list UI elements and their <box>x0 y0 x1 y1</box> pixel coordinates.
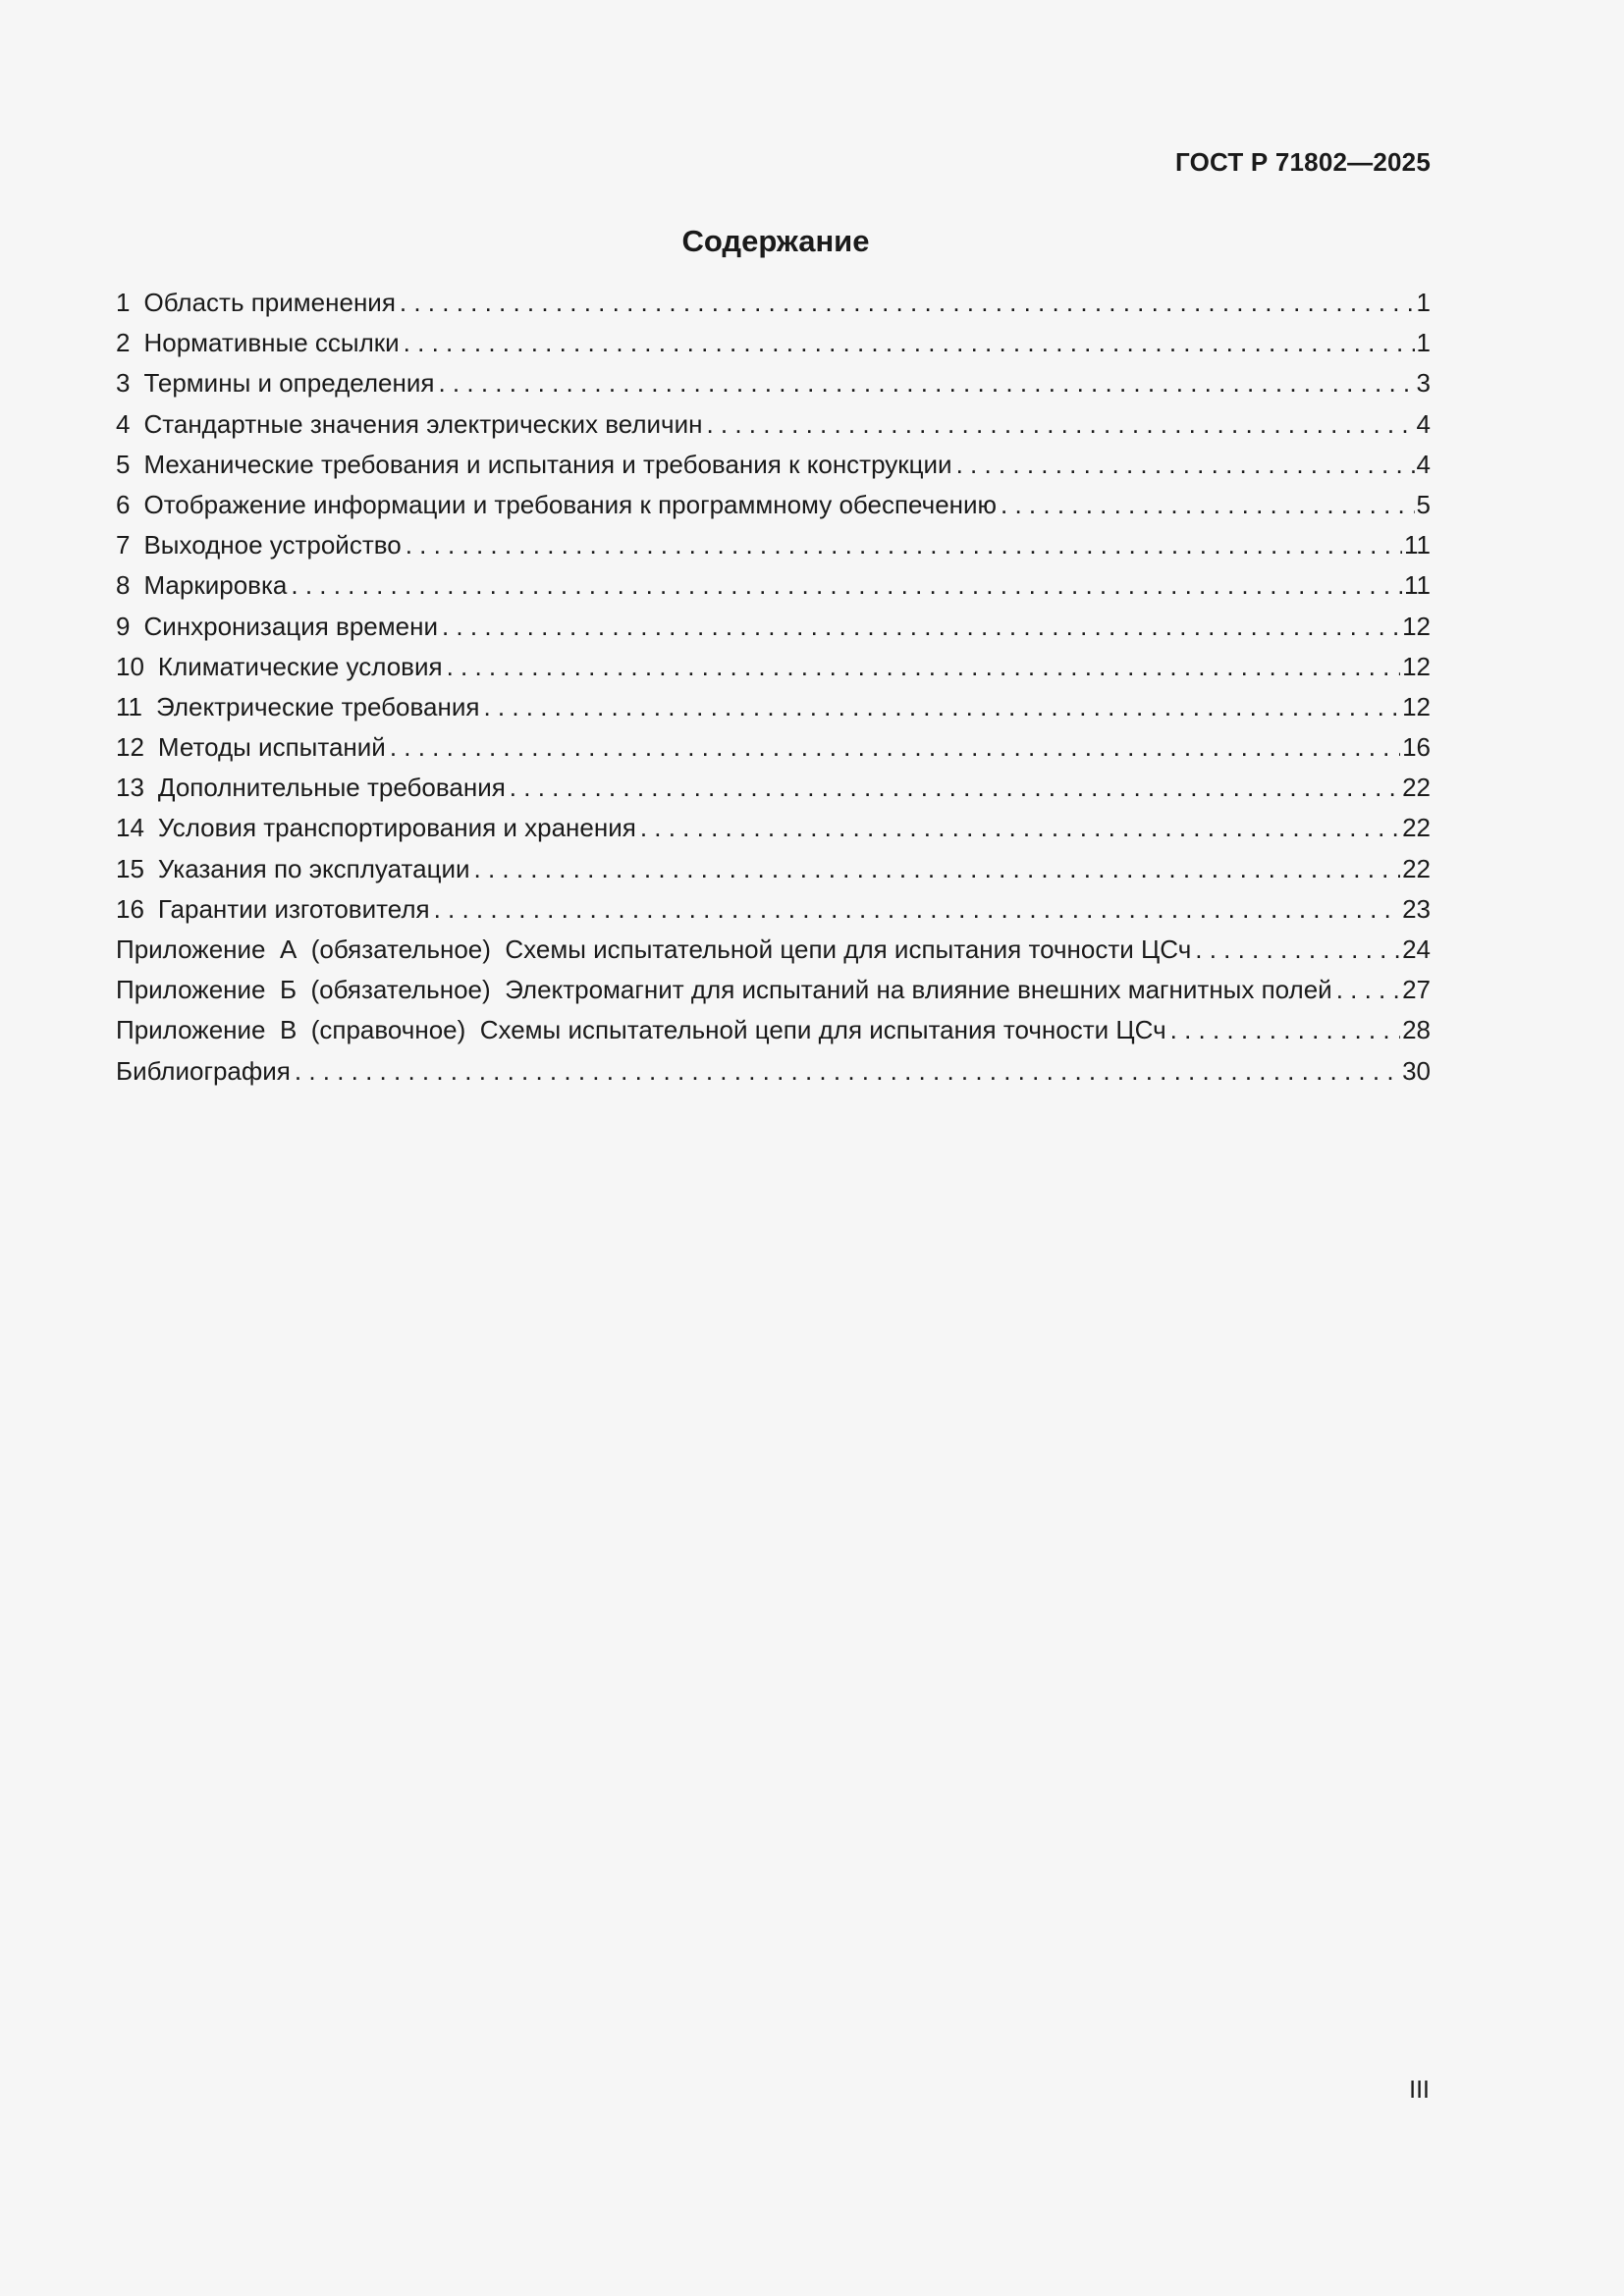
toc-entry-label: Указания по эксплуатации <box>157 853 470 883</box>
toc-entry-number: 1 <box>116 288 131 317</box>
toc-entry-page: 1 <box>1416 288 1431 317</box>
toc-entry-number: 13 <box>116 773 144 803</box>
toc-entry-page: 16 <box>1402 732 1431 763</box>
toc-entry-page: 30 <box>1402 1055 1431 1086</box>
toc-leader-dots <box>406 525 1402 565</box>
page-number: III <box>1409 2076 1430 2104</box>
toc-entry-label: Дополнительные требования <box>157 773 506 803</box>
toc-leader-dots <box>400 283 1415 323</box>
toc-entry-page: 24 <box>1402 934 1431 964</box>
toc-leader-dots <box>291 565 1402 606</box>
toc-entry-label: Электрические требования <box>156 691 480 721</box>
toc-entry-appendix[interactable] <box>116 1010 1431 1050</box>
toc-leader-dots <box>1195 930 1400 970</box>
toc-entry-number: 14 <box>116 813 144 843</box>
toc-entry-label: Отображение информации и требования к программному обеспечению <box>143 489 998 519</box>
table-of-contents <box>116 283 1431 1092</box>
toc-entry-number: 12 <box>116 732 144 763</box>
toc-title: Содержание <box>681 224 870 258</box>
toc-entry[interactable] <box>116 607 1431 647</box>
toc-entry-label: Синхронизация времени <box>143 611 438 641</box>
toc-entry-page: 11 <box>1404 570 1431 601</box>
toc-entry[interactable] <box>116 647 1431 687</box>
toc-entry-page: 28 <box>1402 1015 1431 1045</box>
toc-entry-label: Приложение А (обязательное) Схемы испытательной цепи для испытания точности ЦСч <box>116 934 1192 964</box>
toc-entry-number: 8 <box>116 570 131 601</box>
toc-entry-label: Стандартные значения электрических величин <box>143 408 703 439</box>
toc-entry-label: Библиография <box>116 1055 291 1086</box>
toc-entry-number: 9 <box>116 611 131 641</box>
toc-entry-label: Приложение В (справочное) Схемы испытательной цепи для испытания точности ЦСч <box>116 1015 1166 1045</box>
toc-entry-page: 4 <box>1416 408 1431 439</box>
toc-entry[interactable] <box>116 404 1431 445</box>
toc-entry[interactable] <box>116 323 1431 363</box>
toc-entry-appendix[interactable] <box>116 970 1431 1010</box>
toc-entry-label: Механические требования и испытания и требования к конструкции <box>143 449 952 479</box>
toc-entry-page: 12 <box>1402 691 1431 721</box>
toc-entry[interactable] <box>116 849 1431 889</box>
toc-entry-page: 23 <box>1402 893 1431 924</box>
toc-leader-dots <box>706 404 1414 445</box>
toc-entry-number: 10 <box>116 651 144 681</box>
toc-entry-page: 12 <box>1402 651 1431 681</box>
toc-entry[interactable] <box>116 727 1431 768</box>
toc-entry-label: Гарантии изготовителя <box>157 893 430 924</box>
toc-entry-label: Нормативные ссылки <box>143 328 400 358</box>
toc-entry[interactable] <box>116 525 1431 565</box>
toc-entry-bibliography[interactable] <box>116 1051 1431 1092</box>
toc-entry-number: 16 <box>116 893 144 924</box>
toc-entry-label: Термины и определения <box>143 368 435 399</box>
toc-entry-label: Выходное устройство <box>143 530 402 561</box>
toc-entry[interactable] <box>116 687 1431 727</box>
toc-leader-dots <box>1336 970 1400 1010</box>
toc-entry-label: Условия транспортирования и хранения <box>157 813 636 843</box>
toc-entry-label: Приложение Б (обязательное) Электромагнит для испытаний на влияние внешних магнитных полей <box>116 975 1332 1005</box>
toc-entry-page: 12 <box>1402 611 1431 641</box>
toc-entry[interactable] <box>116 445 1431 485</box>
toc-entry-page: 22 <box>1402 773 1431 803</box>
toc-leader-dots <box>438 363 1414 403</box>
toc-leader-dots <box>1001 485 1415 525</box>
toc-entry[interactable] <box>116 363 1431 403</box>
toc-leader-dots <box>447 647 1400 687</box>
toc-entry-page: 27 <box>1402 975 1431 1005</box>
toc-leader-dots <box>1170 1010 1400 1050</box>
toc-leader-dots <box>510 768 1400 808</box>
toc-entry-number: 7 <box>116 530 131 561</box>
toc-entry[interactable] <box>116 565 1431 606</box>
toc-leader-dots <box>483 687 1400 727</box>
toc-entry-number: 15 <box>116 853 144 883</box>
toc-entry[interactable] <box>116 768 1431 808</box>
toc-entry-label: Климатические условия <box>157 651 443 681</box>
toc-entry-number: 11 <box>116 691 142 721</box>
toc-entry[interactable] <box>116 889 1431 930</box>
toc-entry-page: 3 <box>1416 368 1431 399</box>
toc-entry-page: 22 <box>1402 853 1431 883</box>
toc-entry-label: Методы испытаний <box>157 732 386 763</box>
toc-entry-label: Область применения <box>143 288 396 317</box>
toc-entry-appendix[interactable] <box>116 930 1431 970</box>
toc-entry-page: 22 <box>1402 813 1431 843</box>
toc-entry-number: 5 <box>116 449 131 479</box>
toc-leader-dots <box>442 607 1400 647</box>
toc-entry-number: 6 <box>116 489 131 519</box>
document-code: ГОСТ Р 71802—2025 <box>1175 147 1431 177</box>
toc-entry-page: 1 <box>1416 328 1431 358</box>
toc-entry[interactable] <box>116 808 1431 848</box>
toc-leader-dots <box>956 445 1415 485</box>
toc-entry[interactable] <box>116 283 1431 323</box>
toc-entry-label: Маркировка <box>143 570 288 601</box>
toc-entry-number: 4 <box>116 408 131 439</box>
toc-entry-page: 4 <box>1416 449 1431 479</box>
toc-entry-page: 5 <box>1416 489 1431 519</box>
toc-leader-dots <box>434 889 1401 930</box>
toc-leader-dots <box>295 1051 1400 1092</box>
toc-leader-dots <box>474 849 1401 889</box>
toc-leader-dots <box>404 323 1415 363</box>
toc-entry-number: 2 <box>116 328 131 358</box>
toc-entry-number: 3 <box>116 368 131 399</box>
toc-entry-page: 11 <box>1404 530 1431 561</box>
toc-leader-dots <box>390 727 1400 768</box>
toc-entry[interactable] <box>116 485 1431 525</box>
toc-leader-dots <box>640 808 1400 848</box>
